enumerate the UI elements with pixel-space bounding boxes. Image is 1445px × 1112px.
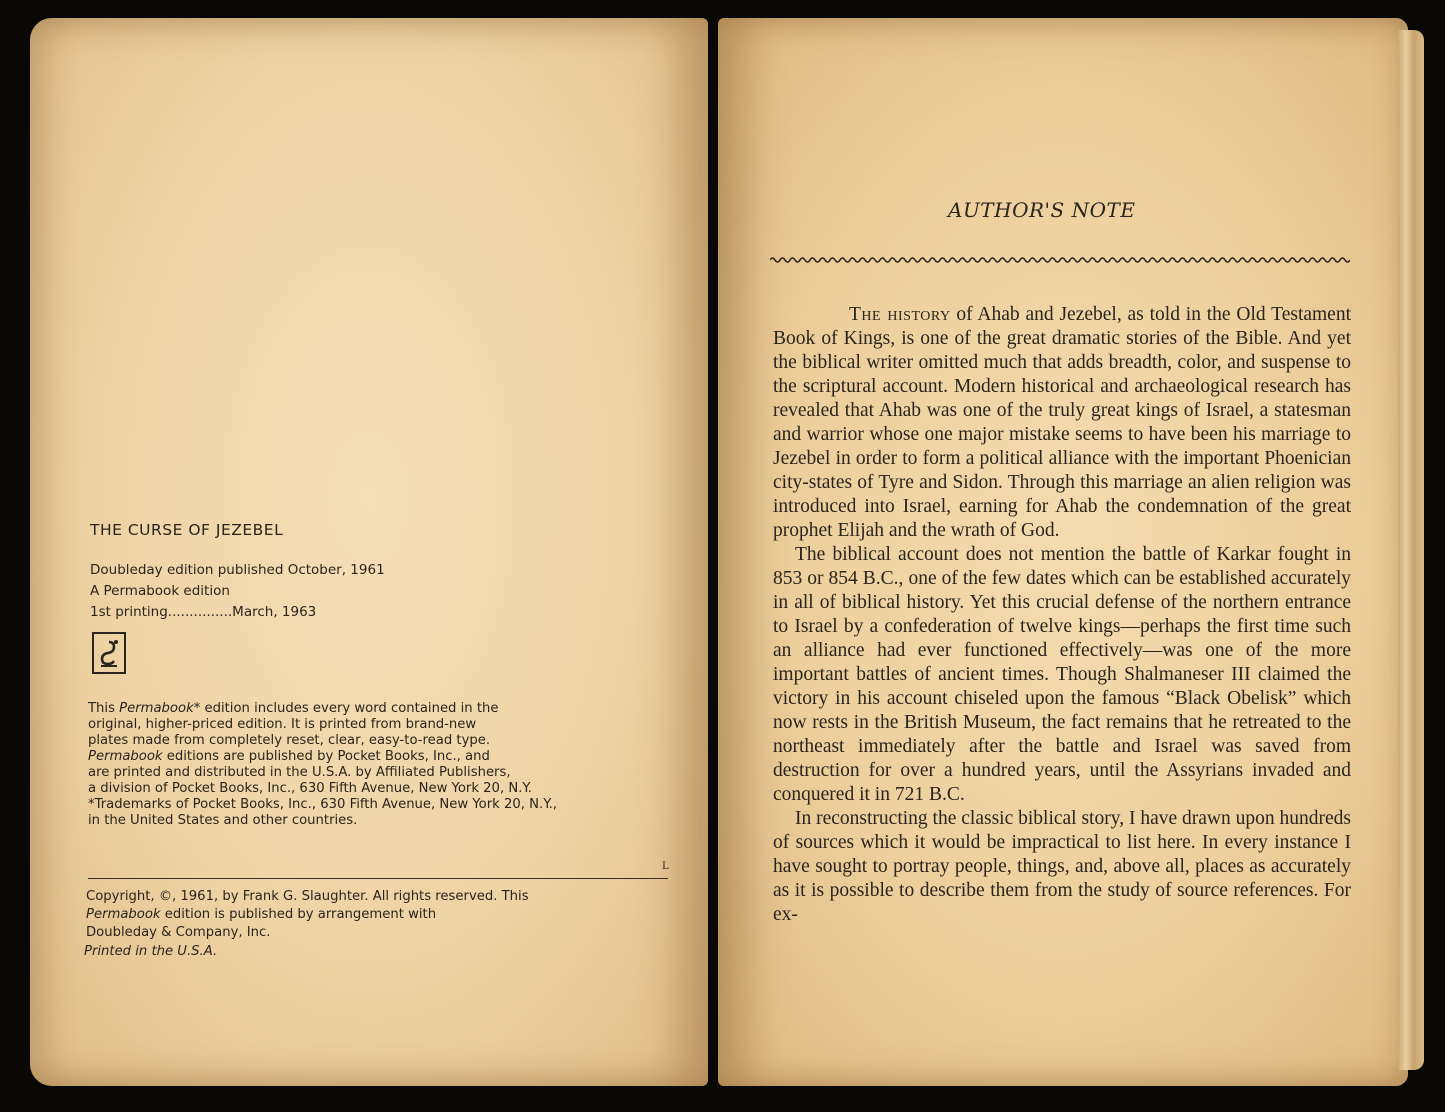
notice-line: This Permabook* edition includes every word contained in the	[88, 701, 499, 716]
authors-note-heading: AUTHOR'S NOTE	[948, 198, 1136, 222]
permabook-notice	[88, 701, 688, 829]
notice-line: in the United States and other countries.	[88, 813, 358, 828]
edition-line-2: A Permabook edition	[90, 583, 230, 599]
edition-line-1: Doubleday edition published October, 1961	[90, 562, 385, 578]
left-page	[30, 18, 708, 1086]
notice-line: are printed and distributed in the U.S.A. by Affiliated Publishers,	[88, 765, 511, 780]
page-edges	[1398, 30, 1424, 1070]
book-title: THE CURSE OF JEZEBEL	[90, 521, 284, 539]
notice-line: plates made from completely reset, clear, easy-to-read type.	[88, 733, 491, 748]
copyright-line: Doubleday & Company, Inc.	[86, 925, 271, 940]
notice-line: *Trademarks of Pocket Books, Inc., 630 Fifth Avenue, New York 20, N.Y.,	[88, 797, 557, 812]
authors-note-body	[773, 303, 1351, 927]
edition-line-3: 1st printing...............March, 1963	[90, 604, 317, 620]
permabook-colophon-icon	[92, 632, 126, 674]
printer-key: L	[662, 861, 669, 872]
notice-line: original, higher-priced edition. It is printed from brand-new	[88, 717, 477, 732]
copyright-line: Copyright, ©, 1961, by Frank G. Slaughter. All rights reserved. This	[86, 889, 529, 904]
edition-info	[90, 560, 385, 623]
paragraph-text: of Ahab and Jezebel, as told in the Old Testament Book of Kings, is one of the great dramatic stories of the Bible. And yet the biblical writer omitted much that adds breadth, color, and suspense to the scriptural account. Modern historical and archaeological research has revealed that Ahab was one of the truly great kings of Israel, a statesman and warrior whose one major mistake seems to have been his marriage to Jezebel in order to form a political alliance with the important Phoenician city-states of Tyre and Sidon. Through this marriage an alien religion was introduced into Israel, earning for Ahab the condemnation of the great prophet Elijah and the wrath of God.	[773, 304, 1352, 541]
paragraph-3: In reconstructing the classic biblical story, I have drawn upon hundreds of sources which it would be impractical to list here. In every instance I have sought to portray people, things, and, above all, places as accurately as it is possible to describe them from the study of source references. For ex-	[773, 808, 1351, 925]
paragraph-2: The biblical account does not mention the battle of Karkar fought in 853 or 854 B.C., one of the few dates which can be established accurately in all of biblical history. Yet this crucial defense of the northern entrance to Israel by a confederation of twelve kings—perhaps the first time such an alliance had ever functioned effectively—was one of the more important battles of ancient times. Though Shalmaneser III claimed the victory in his account chiseled upon the famous “Black Obelisk” which now rests in the British Museum, the fact remains that he retreated to the northeast immediately after the battle and Israel was saved from destruction for over a hundred years, until the Assyrians invaded and conquered it in 721 B.C.	[773, 544, 1351, 805]
notice-line: a division of Pocket Books, Inc., 630 Fifth Avenue, New York 20, N.Y.	[88, 781, 532, 796]
wavy-divider	[770, 253, 1350, 267]
right-page	[718, 18, 1408, 1086]
copyright-line: Permabook edition is published by arrangement with	[86, 907, 437, 922]
copyright-notice	[86, 888, 686, 942]
divider-rule	[88, 878, 668, 879]
printed-in: Printed in the U.S.A.	[84, 944, 218, 959]
paragraph-lead: The history	[849, 304, 951, 325]
notice-line: Permabook editions are published by Pocket Books, Inc., and	[88, 749, 490, 764]
paragraph-1	[773, 303, 1351, 543]
